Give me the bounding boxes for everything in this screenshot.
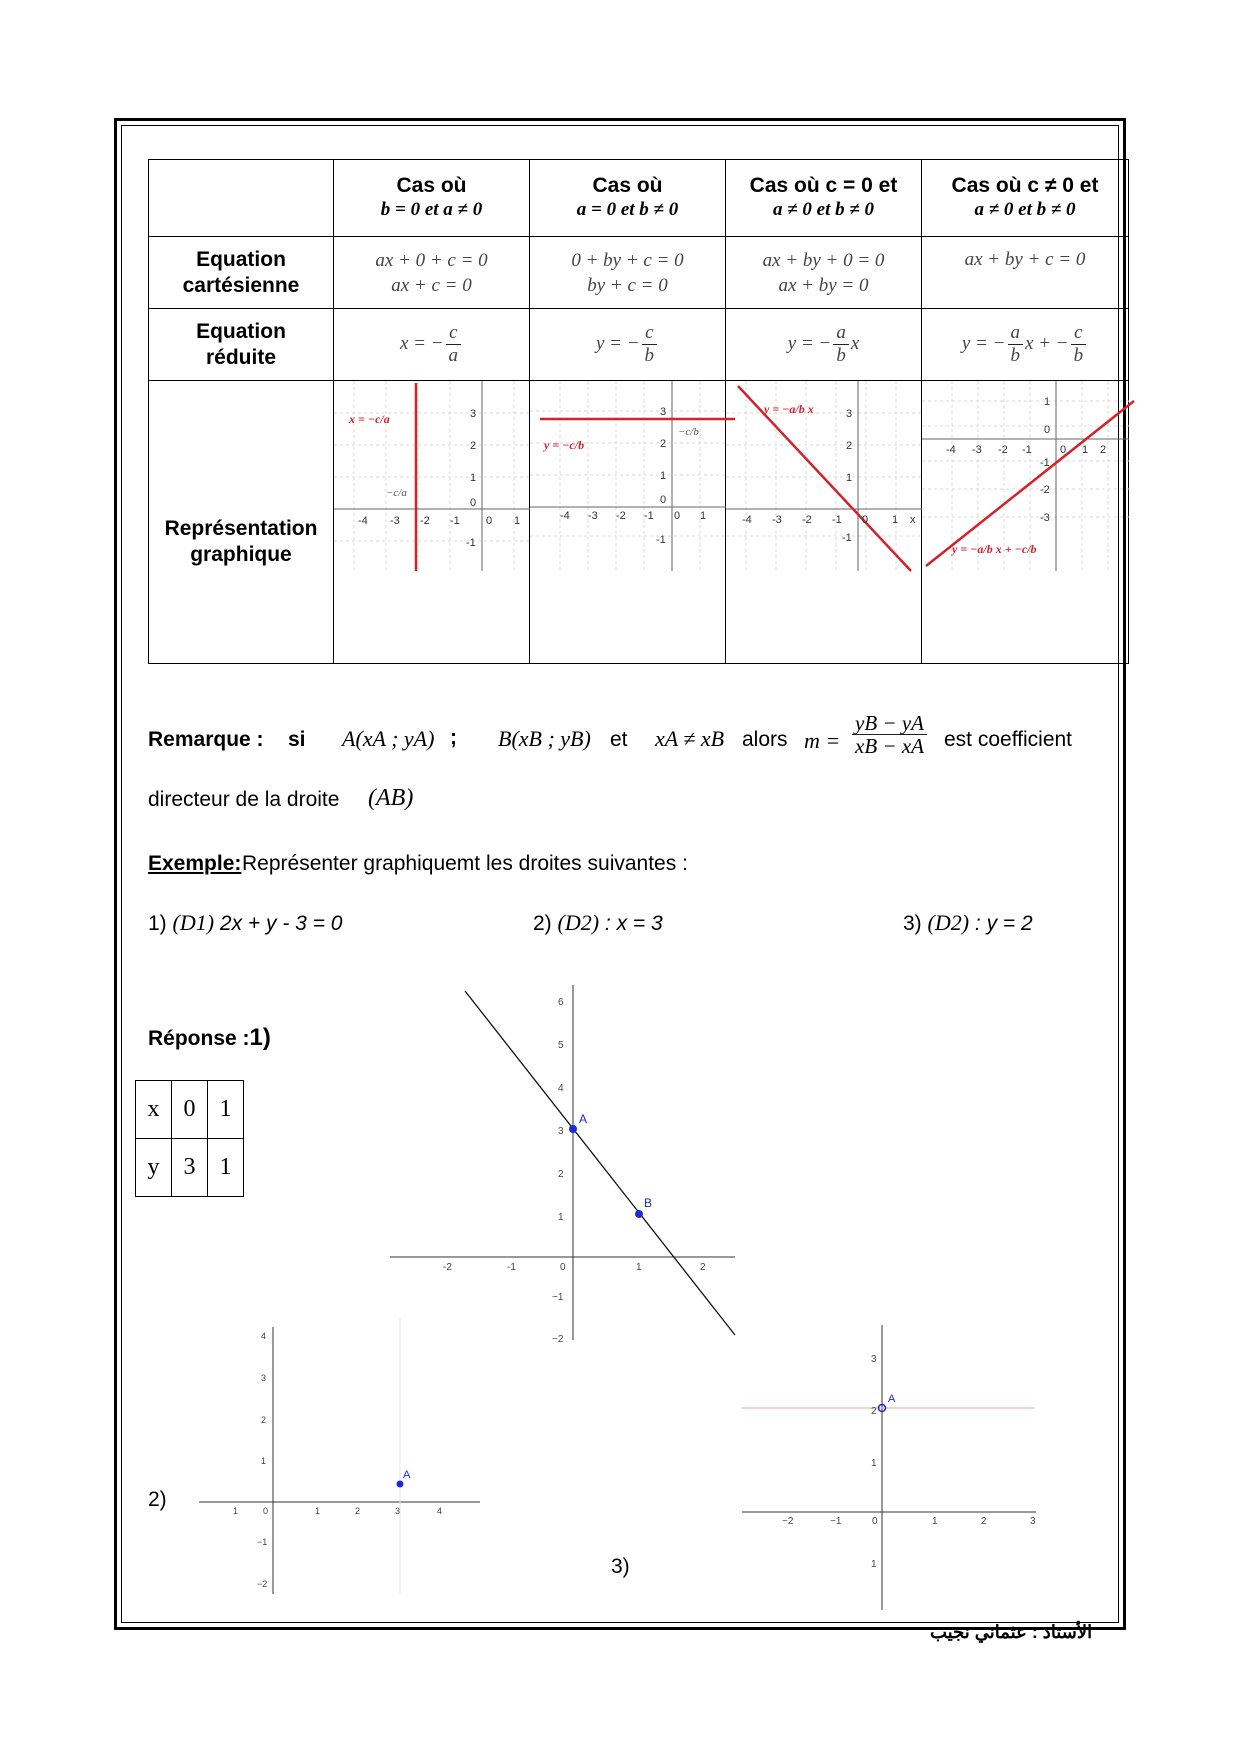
values-y-1: 1	[208, 1139, 244, 1197]
reduced-eq-4: y = − $\frac{a}{b}$ x + − $\frac{c}{b}$	[922, 309, 1129, 381]
svg-text:-3: -3	[1040, 512, 1050, 524]
g3-tick-y-3: 1	[871, 1559, 877, 1570]
remark-label: Remarque :	[148, 728, 264, 751]
g3-tick-y-0: 3	[871, 1354, 877, 1365]
empty-corner-cell	[149, 160, 334, 237]
g1-tick-y-2: 4	[558, 1083, 564, 1094]
svg-text:1: 1	[892, 514, 899, 526]
g3-tick-x-1: −1	[830, 1516, 842, 1527]
example-label: Exemple:	[148, 852, 242, 875]
graph-case-2-svg	[530, 381, 726, 663]
remark-alors: alors	[742, 728, 788, 751]
example-item-3: 3) (D2) : y = 2	[903, 910, 1033, 935]
svg-text:-1: -1	[644, 510, 654, 522]
svg-text:0: 0	[862, 514, 869, 526]
g2-tick-x-0: 1	[233, 1506, 239, 1516]
g1-tick-x-3: 1	[636, 1262, 642, 1273]
graph1-point-a	[569, 1125, 577, 1133]
svg-text:-4: -4	[742, 514, 752, 526]
g2-tick-y-5: −2	[257, 1579, 268, 1589]
graph-case-1	[334, 381, 530, 664]
values-x-header: x	[136, 1081, 172, 1139]
svg-text:-4: -4	[946, 444, 956, 456]
cartesian-eq-4: ax + by + c = 0	[922, 237, 1129, 309]
remark-slope-fraction: $\frac{yB - yA}{xB - xA}$	[850, 712, 929, 757]
g3-tick-x-2: 0	[872, 1516, 878, 1527]
svg-text:2: 2	[846, 440, 853, 452]
svg-text:-1: -1	[1040, 457, 1050, 469]
svg-text:2: 2	[660, 438, 667, 450]
g2-tick-x-1: 0	[263, 1506, 269, 1516]
svg-text:0: 0	[674, 510, 681, 522]
svg-text:3: 3	[846, 408, 853, 420]
svg-text:-3: -3	[390, 515, 400, 527]
g2-tick-x-5: 4	[437, 1506, 443, 1516]
svg-text:-1: -1	[466, 537, 476, 549]
svg-text:1: 1	[846, 472, 853, 484]
g3-tick-y-1: 2	[871, 1406, 877, 1417]
graph2-red-label: y = −c/b	[544, 438, 585, 452]
svg-text:-2: -2	[1040, 484, 1050, 496]
values-table	[135, 1080, 244, 1197]
remark-point-a: A(xA ; yA)	[342, 726, 435, 751]
graph2-label-a: A	[403, 1469, 411, 1481]
row-label-cartesian: Equation cartésienne	[149, 237, 334, 309]
reduced-eq-2: y = − $\frac{c}{b}$	[530, 309, 726, 381]
g1-tick-x-0: -2	[443, 1262, 452, 1273]
svg-text:-3: -3	[972, 444, 982, 456]
g3-tick-x-0: −2	[782, 1516, 794, 1527]
remark-et: et	[610, 728, 628, 751]
remark-ab: (AB)	[368, 785, 414, 811]
g3-tick-x-3: 1	[932, 1516, 938, 1527]
svg-text:-1: -1	[1022, 444, 1032, 456]
g1-tick-x-1: -1	[507, 1262, 516, 1273]
header-case-3: Cas où c = 0 et a ≠ 0 et b ≠ 0	[726, 160, 922, 237]
g2-tick-y-3: 1	[261, 1456, 267, 1466]
g1-tick-y-6: −1	[552, 1292, 564, 1303]
svg-text:0: 0	[660, 494, 667, 506]
answer-label-2: 2)	[148, 1488, 167, 1511]
remark-si: si	[288, 728, 306, 751]
g1-tick-y-0: 6	[558, 997, 564, 1008]
svg-text:-1: -1	[832, 514, 842, 526]
svg-text:-1: -1	[656, 534, 666, 546]
svg-text:-2: -2	[616, 510, 626, 522]
svg-text:-4: -4	[358, 515, 368, 527]
author-signature: الأستاذ : عثماني نجيب	[930, 1622, 1093, 1642]
values-x-1: 1	[208, 1081, 244, 1139]
g1-tick-y-3: 3	[558, 1126, 564, 1137]
graph1-point-b	[635, 1210, 643, 1218]
example-text: Représenter graphiquemt les droites suivantes :	[242, 852, 688, 875]
graph-case-1-svg	[334, 381, 530, 663]
svg-text:x: x	[910, 514, 916, 526]
graph3-red-label: y = −a/b x	[764, 402, 814, 416]
svg-text:1: 1	[660, 470, 667, 482]
graph2-axis-label: −c/b	[678, 426, 699, 438]
header-case-4: Cas où c ≠ 0 et a ≠ 0 et b ≠ 0	[922, 160, 1129, 237]
svg-text:1: 1	[514, 515, 521, 527]
g2-tick-y-4: −1	[257, 1537, 268, 1547]
header-case-1: Cas où b = 0 et a ≠ 0	[334, 160, 530, 237]
svg-text:-2: -2	[998, 444, 1008, 456]
cartesian-eq-3: ax + by + 0 = 0 ax + by = 0	[726, 237, 922, 309]
row-label-reduced: Equation réduite	[149, 309, 334, 381]
values-x-0: 0	[172, 1081, 208, 1139]
row-label-graph: Représentation graphique	[149, 381, 334, 664]
svg-text:-3: -3	[772, 514, 782, 526]
svg-text:-3: -3	[588, 510, 598, 522]
cartesian-eq-2: 0 + by + c = 0 by + c = 0	[530, 237, 726, 309]
g3-tick-y-2: 1	[871, 1458, 877, 1469]
remark-line2: directeur de la droite	[148, 788, 340, 811]
graph-answer-2	[195, 1312, 485, 1597]
values-y-0: 3	[172, 1139, 208, 1197]
answer-label: Réponse :1)	[148, 1024, 271, 1051]
svg-text:2: 2	[470, 440, 477, 452]
g1-tick-y-1: 5	[558, 1040, 564, 1051]
g2-tick-x-4: 3	[395, 1506, 401, 1516]
graph1-red-label: x = −c/a	[349, 412, 390, 426]
graph-case-2	[530, 381, 726, 664]
remark-tail: est coefficient	[944, 728, 1073, 751]
svg-text:3: 3	[470, 408, 477, 420]
g2-tick-y-2: 2	[261, 1415, 267, 1425]
g2-tick-x-2: 1	[315, 1506, 321, 1516]
graph1-label-a: A	[579, 1112, 588, 1126]
remark-separator: ;	[450, 726, 457, 749]
g2-tick-x-3: 2	[355, 1506, 361, 1516]
graph2-point-a	[397, 1481, 404, 1488]
graph-case-3	[726, 381, 922, 664]
example-item-2: 2) (D2) : x = 3	[533, 910, 663, 935]
g1-tick-y-4: 2	[558, 1169, 564, 1180]
svg-text:0: 0	[470, 497, 477, 509]
values-y-header: y	[136, 1139, 172, 1197]
svg-text:-2: -2	[802, 514, 812, 526]
g2-tick-y-0: 4	[261, 1331, 267, 1341]
g3-tick-x-5: 3	[1030, 1516, 1036, 1527]
svg-text:-1: -1	[450, 515, 460, 527]
svg-text:3: 3	[660, 406, 667, 418]
remark-point-b: B(xB ; yB)	[498, 726, 591, 751]
reduced-eq-1: x = − $\frac{c}{a}$	[334, 309, 530, 381]
svg-text:1: 1	[1082, 444, 1089, 456]
graph3-label-a: A	[888, 1393, 896, 1405]
svg-text:-1: -1	[842, 532, 852, 544]
graph-case-4-svg	[922, 381, 1129, 663]
g1-tick-x-2: 0	[560, 1262, 566, 1273]
graph-answer-3	[742, 1325, 1042, 1615]
svg-text:-4: -4	[560, 510, 570, 522]
remark-condition: xA ≠ xB	[655, 726, 725, 751]
svg-text:0: 0	[1044, 424, 1051, 436]
graph-answer-1	[380, 985, 740, 1350]
svg-text:-2: -2	[420, 515, 430, 527]
graph4-red-label: y = −a/b x + −c/b	[952, 542, 1037, 556]
svg-text:1: 1	[700, 510, 707, 522]
cases-table	[148, 159, 1129, 664]
g1-tick-x-4: 2	[700, 1262, 706, 1273]
svg-text:0: 0	[486, 515, 493, 527]
graph1-axis-label: −c/a	[386, 487, 407, 499]
graph1-label-b: B	[644, 1196, 653, 1210]
cartesian-eq-1: ax + 0 + c = 0 ax + c = 0	[334, 237, 530, 309]
g1-tick-y-7: −2	[552, 1334, 564, 1345]
answer-label-3: 3)	[611, 1555, 630, 1578]
g2-tick-y-1: 3	[261, 1373, 267, 1383]
graph-case-3-svg	[726, 381, 922, 663]
svg-text:2: 2	[1100, 444, 1107, 456]
graph1-line-d1	[465, 991, 735, 1335]
reduced-eq-3: y = − $\frac{a}{b}$ x	[726, 309, 922, 381]
graph-case-4	[922, 381, 1129, 664]
example-item-1: 1) (D1) 2x + y - 3 = 0	[148, 910, 343, 935]
svg-text:0: 0	[1060, 444, 1067, 456]
svg-text:1: 1	[470, 472, 477, 484]
header-case-2: Cas où a = 0 et b ≠ 0	[530, 160, 726, 237]
svg-text:1: 1	[1044, 396, 1051, 408]
g1-tick-y-5: 1	[558, 1212, 564, 1223]
remark-m: m =	[804, 728, 841, 753]
g3-tick-x-4: 2	[981, 1516, 987, 1527]
